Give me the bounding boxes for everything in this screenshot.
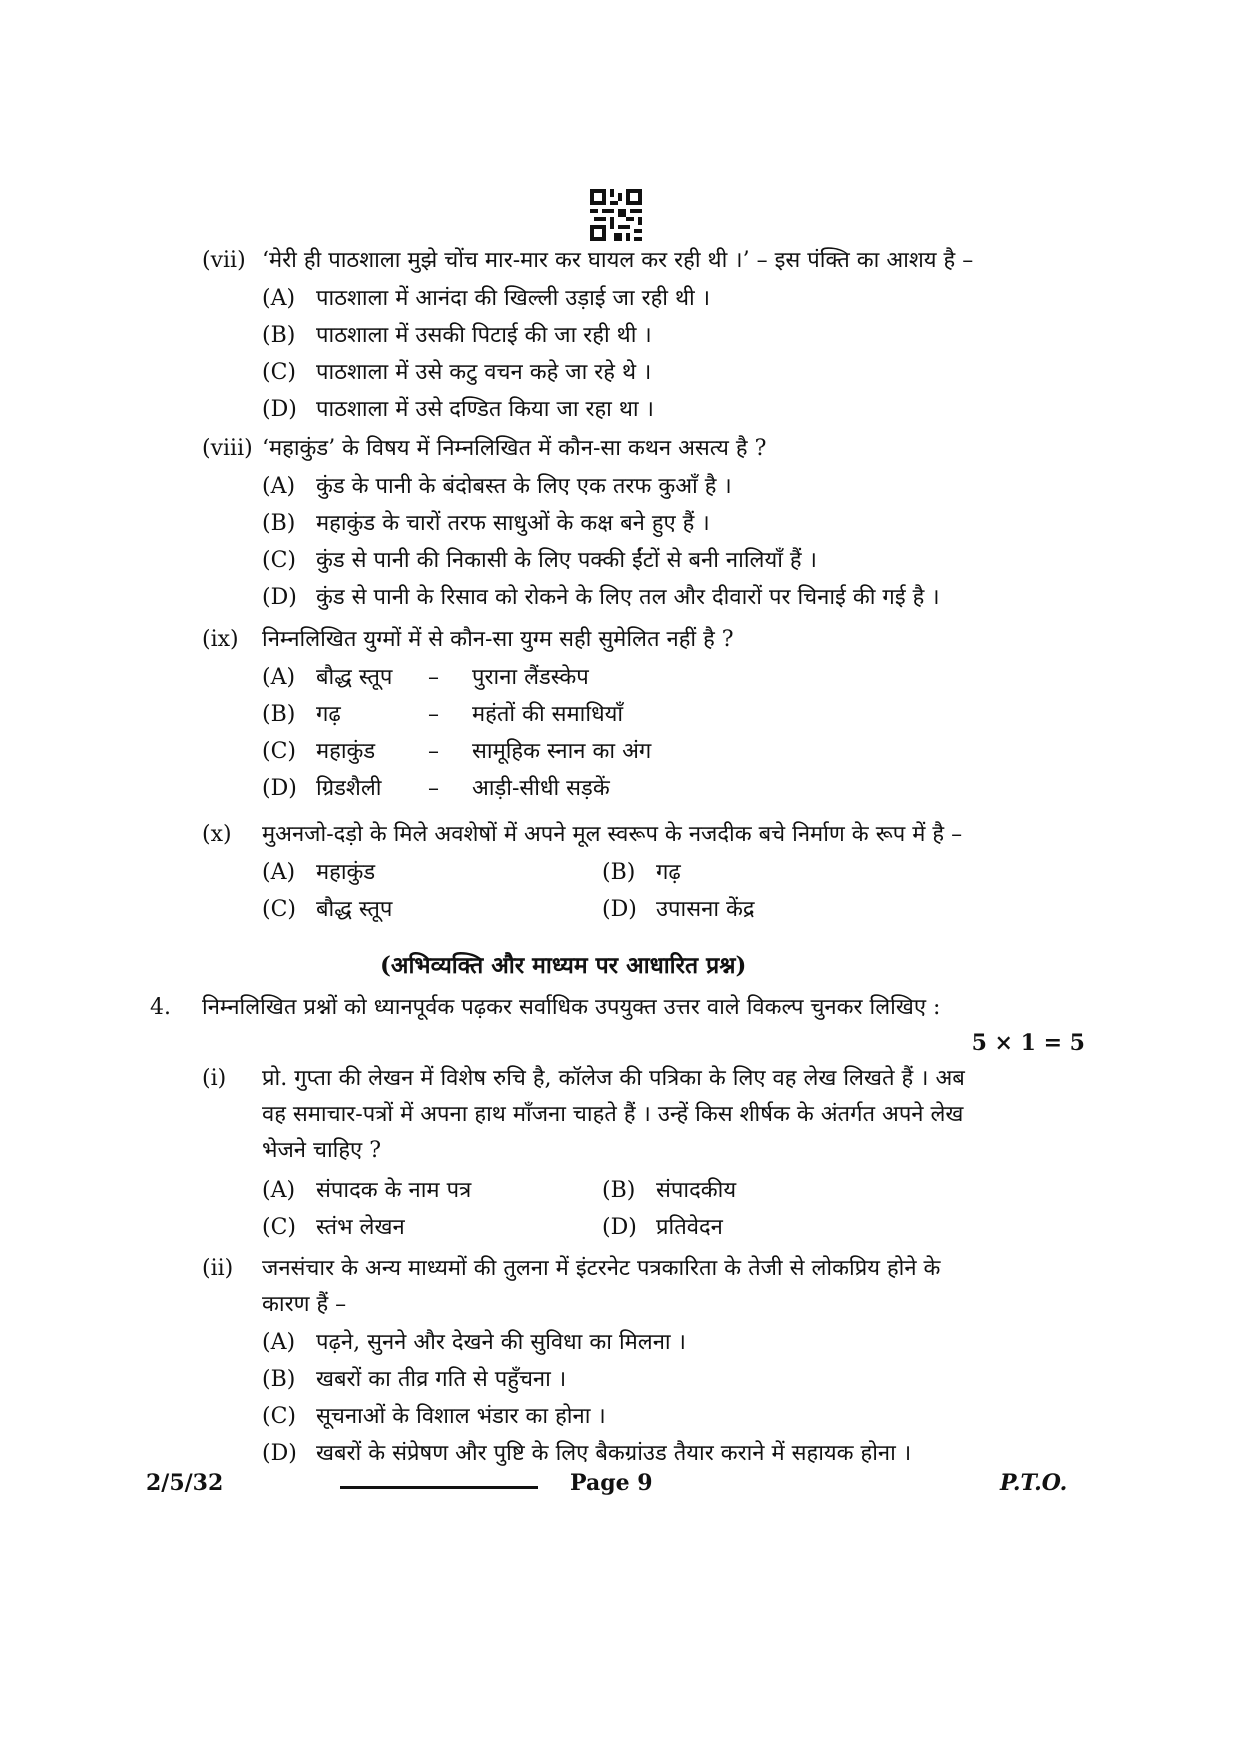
pair-left: गढ़: [316, 702, 341, 727]
option-label: (B): [262, 511, 296, 536]
pair-dash: –: [428, 776, 439, 801]
option-label: (D): [262, 397, 297, 422]
option-c: [262, 1213, 405, 1243]
question-number: 4.: [150, 995, 171, 1020]
question-number: (x): [202, 822, 232, 847]
option-label: (C): [262, 1404, 296, 1429]
pair-label: (A): [262, 665, 296, 690]
option-text: कुंड से पानी की निकासी के लिए पक्की ईंटों से बनी नालियाँ हैं ।: [316, 548, 817, 573]
option-label: (C): [262, 548, 296, 573]
option-text: पाठशाला में उसे कटु वचन कहे जा रहे थे ।: [316, 360, 652, 385]
option-text: कुंड से पानी के रिसाव को रोकने के लिए तल और दीवारों पर चिनाई की गई है ।: [316, 585, 940, 610]
option-c: [262, 358, 651, 388]
option-label: (B): [602, 860, 636, 885]
pair-right: महंतों की समाधियाँ: [472, 702, 624, 727]
option-label: (B): [262, 323, 296, 348]
option-text: खबरों के संप्रेषण और पुष्टि के लिए बैकग्रांउड तैयार कराने में सहायक होना ।: [316, 1441, 912, 1466]
option-text: महाकुंड: [316, 860, 376, 885]
option-d: [602, 895, 755, 925]
option-label: (A): [262, 860, 296, 885]
question-line: जनसंचार के अन्य माध्यमों की तुलना में इंटरनेट पत्रकारिता के तेजी से लोकप्रिय होने के: [262, 1256, 941, 1281]
question-number: (viii): [202, 436, 253, 461]
pair-left: ग्रिडशैली: [316, 776, 382, 801]
option-label: (A): [262, 1178, 296, 1203]
question-line: भेजने चाहिए ?: [262, 1138, 381, 1163]
option-label: (A): [262, 474, 296, 499]
question-number: (i): [202, 1066, 227, 1091]
option-text: स्तंभ लेखन: [316, 1215, 405, 1240]
footer-rule: [340, 1486, 538, 1489]
option-label: (B): [262, 1367, 296, 1392]
qr-code-icon: [590, 188, 642, 242]
please-turn-over: P.T.O.: [1000, 1470, 1068, 1496]
option-d: [262, 583, 940, 613]
pair-dash: –: [428, 739, 439, 764]
option-a: [262, 1328, 686, 1358]
pair-right: पुराना लैंडस्केप: [472, 665, 589, 690]
marks-allocation: 5 × 1 = 5: [971, 1030, 1085, 1056]
page-number: Page 9: [570, 1470, 653, 1496]
option-label: (C): [262, 897, 296, 922]
pair-left: महाकुंड: [316, 739, 376, 764]
option-a: [262, 284, 710, 314]
option-text: सूचनाओं के विशाल भंडार का होना ।: [316, 1404, 606, 1429]
question-number: (ii): [202, 1256, 234, 1281]
question-line: कारण हैं –: [262, 1292, 347, 1317]
option-label: (A): [262, 1330, 296, 1355]
option-a: [262, 472, 732, 502]
option-text: बौद्ध स्तूप: [316, 897, 393, 922]
option-text: संपादक के नाम पत्र: [316, 1178, 472, 1203]
option-text: पाठशाला में उसे दण्डित किया जा रहा था ।: [316, 397, 654, 422]
option-label: (C): [262, 1215, 296, 1240]
paper-code: 2/5/32: [146, 1470, 224, 1496]
option-c: [262, 1402, 606, 1432]
option-text: कुंड के पानी के बंदोबस्त के लिए एक तरफ कुआँ है ।: [316, 474, 732, 499]
option-b: [262, 1365, 566, 1395]
option-text: खबरों का तीव्र गति से पहुँचना ।: [316, 1367, 567, 1392]
pair-right: सामूहिक स्नान का अंग: [472, 739, 652, 764]
pair-left: बौद्ध स्तूप: [316, 665, 393, 690]
option-label: (D): [602, 897, 637, 922]
section-heading: (अभिव्यक्ति और माध्यम पर आधारित प्रश्न): [380, 952, 747, 979]
question-text: निम्नलिखित युग्मों में से कौन-सा युग्म सही सुमेलित नहीं है ?: [262, 627, 734, 652]
question-line: प्रो. गुप्ता की लेखन में विशेष रुचि है, कॉलेज की पत्रिका के लिए वह लेख लिखते हैं । अब: [262, 1066, 965, 1091]
option-b: [602, 858, 681, 888]
option-d: [262, 1439, 911, 1469]
option-a: [262, 1176, 471, 1206]
question-text: ‘महाकुंड’ के विषय में निम्नलिखित में कौन-सा कथन असत्य है ?: [262, 436, 767, 461]
option-text: संपादकीय: [656, 1178, 737, 1203]
pair-label: (C): [262, 739, 296, 764]
option-d: [602, 1213, 723, 1243]
option-text: पढ़ने, सुनने और देखने की सुविधा का मिलना ।: [316, 1330, 686, 1355]
option-b: [262, 321, 652, 351]
option-label: (C): [262, 360, 296, 385]
option-text: महाकुंड के चारों तरफ साधुओं के कक्ष बने हुए हैं ।: [316, 511, 710, 536]
option-label: (D): [602, 1215, 637, 1240]
pair-label: (D): [262, 776, 297, 801]
question-text: मुअनजो-दड़ो के मिले अवशेषों में अपने मूल स्वरूप के नजदीक बचे निर्माण के रूप में है –: [262, 822, 963, 847]
question-number: (vii): [202, 248, 246, 273]
option-d: [262, 395, 654, 425]
question-number: (ix): [202, 627, 239, 652]
option-b: [262, 509, 710, 539]
option-text: पाठशाला में उसकी पिटाई की जा रही थी ।: [316, 323, 652, 348]
option-label: (B): [602, 1178, 636, 1203]
option-text: गढ़: [656, 860, 681, 885]
question-text: ‘मेरी ही पाठशाला मुझे चोंच मार-मार कर घायल कर रही थी ।’ – इस पंक्ति का आशय है –: [262, 248, 974, 273]
option-text: प्रतिवेदन: [656, 1215, 723, 1240]
option-b: [602, 1176, 736, 1206]
question-text: निम्नलिखित प्रश्नों को ध्यानपूर्वक पढ़कर सर्वाधिक उपयुक्त उत्तर वाले विकल्प चुनकर लिखिए :: [202, 995, 941, 1020]
pair-dash: –: [428, 665, 439, 690]
option-c: [262, 546, 817, 576]
question-line: वह समाचार-पत्रों में अपना हाथ माँजना चाहते हैं । उन्हें किस शीर्षक के अंतर्गत अपने लेख: [262, 1102, 964, 1127]
option-label: (D): [262, 585, 297, 610]
option-c: [262, 895, 392, 925]
pair-dash: –: [428, 702, 439, 727]
option-a: [262, 858, 375, 888]
option-label: (A): [262, 286, 296, 311]
option-label: (D): [262, 1441, 297, 1466]
option-text: पाठशाला में आनंदा की खिल्ली उड़ाई जा रही थी ।: [316, 286, 711, 311]
pair-label: (B): [262, 702, 296, 727]
option-text: उपासना केंद्र: [656, 897, 755, 922]
pair-right: आड़ी-सीधी सड़कें: [472, 776, 610, 801]
